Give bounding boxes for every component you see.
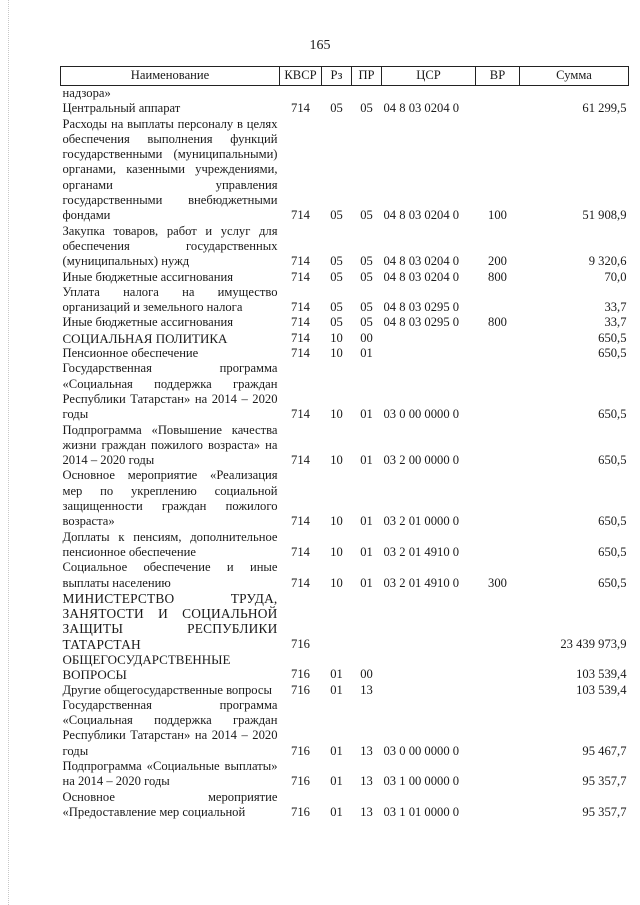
header-csr: ЦСР bbox=[382, 67, 476, 86]
row-vr bbox=[476, 683, 520, 698]
row-csr: 03 2 01 4910 0 bbox=[383, 575, 460, 590]
row-kvsr: 714 bbox=[291, 300, 310, 315]
row-rz: 05 bbox=[330, 269, 343, 284]
table-row bbox=[61, 346, 629, 361]
table-row bbox=[61, 117, 629, 224]
table-row bbox=[61, 423, 629, 469]
row-name: Государственная программа «Социальная поддержка граждан Республики Татарстан» на 2014 – 2020 годы bbox=[62, 697, 278, 758]
table-row bbox=[61, 652, 629, 683]
table-row bbox=[61, 468, 629, 529]
table-row bbox=[61, 698, 629, 759]
header-kvsr: КВСР bbox=[280, 67, 322, 86]
row-pr bbox=[352, 591, 382, 652]
table-row bbox=[61, 530, 629, 561]
row-rz: 10 bbox=[330, 346, 343, 361]
row-rz: 10 bbox=[330, 575, 343, 590]
row-vr bbox=[476, 530, 520, 561]
row-sum: 650,5 bbox=[598, 544, 627, 559]
header-pr: ПР bbox=[352, 67, 382, 86]
row-csr: 04 8 03 0204 0 bbox=[383, 101, 460, 116]
row-name: Другие общегосударственные вопросы bbox=[62, 682, 272, 697]
row-pr bbox=[352, 86, 382, 102]
table-body bbox=[61, 86, 629, 821]
row-name: Центральный аппарат bbox=[62, 101, 181, 116]
row-csr: 04 8 03 0204 0 bbox=[383, 269, 460, 284]
table-row bbox=[61, 759, 629, 790]
row-rz bbox=[322, 86, 352, 102]
table-row bbox=[61, 560, 629, 591]
row-kvsr: 714 bbox=[291, 453, 310, 468]
row-name: Подпрограмма «Повышение качества жизни граждан пожилого возраста» на 2014 – 2020 годы bbox=[62, 422, 278, 468]
table-row bbox=[61, 224, 629, 270]
row-sum: 650,5 bbox=[598, 575, 627, 590]
row-csr bbox=[382, 331, 476, 346]
row-kvsr: 716 bbox=[291, 774, 310, 789]
row-kvsr: 716 bbox=[291, 636, 310, 651]
table-row bbox=[61, 315, 629, 330]
row-sum: 51 908,9 bbox=[582, 208, 627, 223]
row-csr bbox=[382, 346, 476, 361]
row-csr bbox=[382, 683, 476, 698]
table-row bbox=[61, 331, 629, 346]
row-vr bbox=[476, 101, 520, 116]
row-sum: 650,5 bbox=[598, 407, 627, 422]
header-sum: Сумма bbox=[520, 67, 629, 86]
row-vr bbox=[476, 468, 520, 529]
row-csr: 03 1 01 0000 0 bbox=[383, 804, 460, 819]
row-vr: 800 bbox=[488, 315, 507, 330]
row-name: Доплаты к пенсиям, дополнительное пенсионное обеспечение bbox=[62, 529, 278, 559]
row-kvsr: 714 bbox=[291, 407, 310, 422]
row-name: Расходы на выплаты персоналу в целях обеспечения выполнения функций государственными (муниципальными) органами, казенными учреждениями, органами управления государственными внебюджетными фондами bbox=[62, 116, 278, 223]
row-rz: 05 bbox=[330, 101, 343, 116]
row-vr: 200 bbox=[488, 254, 507, 269]
row-csr: 03 1 00 0000 0 bbox=[383, 774, 460, 789]
row-vr bbox=[476, 790, 520, 821]
row-csr: 04 8 03 0295 0 bbox=[383, 300, 460, 315]
row-sum: 33,7 bbox=[604, 300, 627, 315]
row-kvsr bbox=[280, 86, 322, 102]
row-vr bbox=[476, 698, 520, 759]
budget-table bbox=[60, 66, 629, 820]
binding-margin bbox=[8, 0, 11, 905]
row-name: Социальное обеспечение и иные выплаты населению bbox=[62, 560, 278, 590]
row-kvsr: 714 bbox=[291, 208, 310, 223]
row-vr bbox=[476, 346, 520, 361]
row-csr bbox=[382, 591, 476, 652]
row-kvsr: 714 bbox=[291, 101, 310, 116]
table-row bbox=[61, 591, 629, 652]
row-vr: 300 bbox=[488, 575, 507, 590]
table-row bbox=[61, 285, 629, 316]
row-vr: 100 bbox=[488, 208, 507, 223]
row-pr: 05 bbox=[360, 315, 373, 330]
row-pr: 05 bbox=[360, 254, 373, 269]
row-sum: 9 320,6 bbox=[588, 254, 627, 269]
row-csr: 03 2 01 4910 0 bbox=[383, 544, 460, 559]
row-csr: 04 8 03 0295 0 bbox=[383, 315, 460, 330]
row-sum bbox=[520, 86, 629, 102]
row-rz: 01 bbox=[330, 774, 343, 789]
row-kvsr: 716 bbox=[291, 682, 310, 697]
table-row bbox=[61, 101, 629, 116]
row-rz: 10 bbox=[330, 544, 343, 559]
row-name: ОБЩЕГОСУДАРСТВЕННЫЕ ВОПРОСЫ bbox=[62, 651, 231, 683]
row-kvsr: 714 bbox=[291, 254, 310, 269]
row-csr: 03 2 00 0000 0 bbox=[383, 453, 460, 468]
row-csr: 03 0 00 0000 0 bbox=[383, 743, 460, 758]
row-sum: 61 299,5 bbox=[582, 101, 627, 116]
table-row bbox=[61, 361, 629, 422]
row-vr bbox=[476, 652, 520, 683]
row-rz: 10 bbox=[330, 330, 343, 345]
row-pr: 00 bbox=[360, 330, 373, 345]
row-csr: 03 2 01 0000 0 bbox=[383, 514, 460, 529]
row-rz: 10 bbox=[330, 453, 343, 468]
row-sum: 95 357,7 bbox=[582, 804, 627, 819]
row-name: Пенсионное обеспечение bbox=[62, 346, 199, 361]
header-vr: ВР bbox=[476, 67, 520, 86]
row-kvsr: 714 bbox=[291, 544, 310, 559]
row-pr: 05 bbox=[360, 101, 373, 116]
row-rz: 01 bbox=[330, 743, 343, 758]
row-vr bbox=[476, 285, 520, 316]
row-sum: 95 357,7 bbox=[582, 774, 627, 789]
row-csr: 03 0 00 0000 0 bbox=[383, 407, 460, 422]
row-pr: 05 bbox=[360, 269, 373, 284]
row-vr bbox=[476, 86, 520, 102]
row-rz: 05 bbox=[330, 208, 343, 223]
row-kvsr: 714 bbox=[291, 330, 310, 345]
row-pr: 13 bbox=[360, 774, 373, 789]
row-kvsr: 716 bbox=[291, 743, 310, 758]
row-rz: 01 bbox=[330, 667, 343, 682]
row-pr: 01 bbox=[360, 346, 373, 361]
row-pr: 01 bbox=[360, 514, 373, 529]
row-rz: 10 bbox=[330, 514, 343, 529]
row-pr: 13 bbox=[360, 743, 373, 758]
table-row bbox=[61, 270, 629, 285]
row-rz: 05 bbox=[330, 254, 343, 269]
row-kvsr: 714 bbox=[291, 269, 310, 284]
row-name: Основное мероприятие «Реализация мер по укреплению социальной защищенности граждан пожилого возраста» bbox=[62, 468, 278, 529]
row-kvsr: 714 bbox=[291, 346, 310, 361]
row-name: надзора» bbox=[62, 86, 111, 100]
row-vr: 800 bbox=[488, 269, 507, 284]
row-pr: 13 bbox=[360, 804, 373, 819]
row-csr bbox=[382, 86, 476, 102]
row-rz: 05 bbox=[330, 300, 343, 315]
row-csr: 04 8 03 0204 0 bbox=[383, 208, 460, 223]
row-pr: 01 bbox=[360, 544, 373, 559]
row-name: МИНИСТЕРСТВО ТРУДА, ЗАНЯТОСТИ И СОЦИАЛЬНОЙ ЗАЩИТЫ РЕСПУБЛИКИ ТАТАРСТАН bbox=[62, 590, 278, 652]
row-name: Подпрограмма «Социальные выплаты» на 2014 – 2020 годы bbox=[62, 759, 278, 789]
row-pr: 01 bbox=[360, 453, 373, 468]
row-vr bbox=[476, 423, 520, 469]
row-sum: 650,5 bbox=[598, 514, 627, 529]
row-pr: 05 bbox=[360, 208, 373, 223]
row-sum: 95 467,7 bbox=[582, 743, 627, 758]
row-name: Закупка товаров, работ и услуг для обеспечения государственных (муниципальных) нужд bbox=[62, 223, 278, 269]
row-kvsr: 714 bbox=[291, 315, 310, 330]
header-rz: Рз bbox=[322, 67, 352, 86]
row-name: Уплата налога на имущество организаций и земельного налога bbox=[62, 284, 278, 315]
row-vr bbox=[476, 361, 520, 422]
row-kvsr: 716 bbox=[291, 804, 310, 819]
table-row bbox=[61, 86, 629, 102]
row-vr bbox=[476, 591, 520, 652]
row-pr: 13 bbox=[360, 682, 373, 697]
row-name: Иные бюджетные ассигнования bbox=[62, 269, 234, 284]
row-sum: 650,5 bbox=[598, 346, 627, 361]
row-sum: 103 539,4 bbox=[576, 682, 627, 697]
row-vr bbox=[476, 331, 520, 346]
table-header-row bbox=[61, 67, 629, 86]
row-rz: 10 bbox=[330, 407, 343, 422]
row-pr: 01 bbox=[360, 575, 373, 590]
row-vr bbox=[476, 759, 520, 790]
header-name: Наименование bbox=[61, 67, 280, 86]
row-pr: 00 bbox=[360, 667, 373, 682]
row-rz: 05 bbox=[330, 315, 343, 330]
row-sum: 23 439 973,9 bbox=[560, 636, 627, 651]
page-number: 165 bbox=[309, 38, 331, 53]
row-rz: 01 bbox=[330, 804, 343, 819]
row-rz: 01 bbox=[330, 682, 343, 697]
table-row bbox=[61, 790, 629, 821]
row-rz bbox=[322, 591, 352, 652]
row-sum: 650,5 bbox=[598, 330, 627, 345]
row-sum: 103 539,4 bbox=[576, 667, 627, 682]
row-name: Государственная программа «Социальная поддержка граждан Республики Татарстан» на 2014 – 2020 годы bbox=[62, 361, 278, 422]
row-name: СОЦИАЛЬНАЯ ПОЛИТИКА bbox=[62, 330, 228, 346]
row-sum: 70,0 bbox=[604, 269, 627, 284]
row-csr: 04 8 03 0204 0 bbox=[383, 254, 460, 269]
row-sum: 33,7 bbox=[604, 315, 627, 330]
row-kvsr: 714 bbox=[291, 514, 310, 529]
row-kvsr: 716 bbox=[291, 667, 310, 682]
row-name: Основное мероприятие «Предоставление мер социальной bbox=[62, 789, 278, 819]
row-pr: 01 bbox=[360, 407, 373, 422]
row-name: Иные бюджетные ассигнования bbox=[62, 315, 234, 330]
row-kvsr: 714 bbox=[291, 575, 310, 590]
row-csr bbox=[382, 652, 476, 683]
row-sum: 650,5 bbox=[598, 453, 627, 468]
row-pr: 05 bbox=[360, 300, 373, 315]
table-row bbox=[61, 683, 629, 698]
